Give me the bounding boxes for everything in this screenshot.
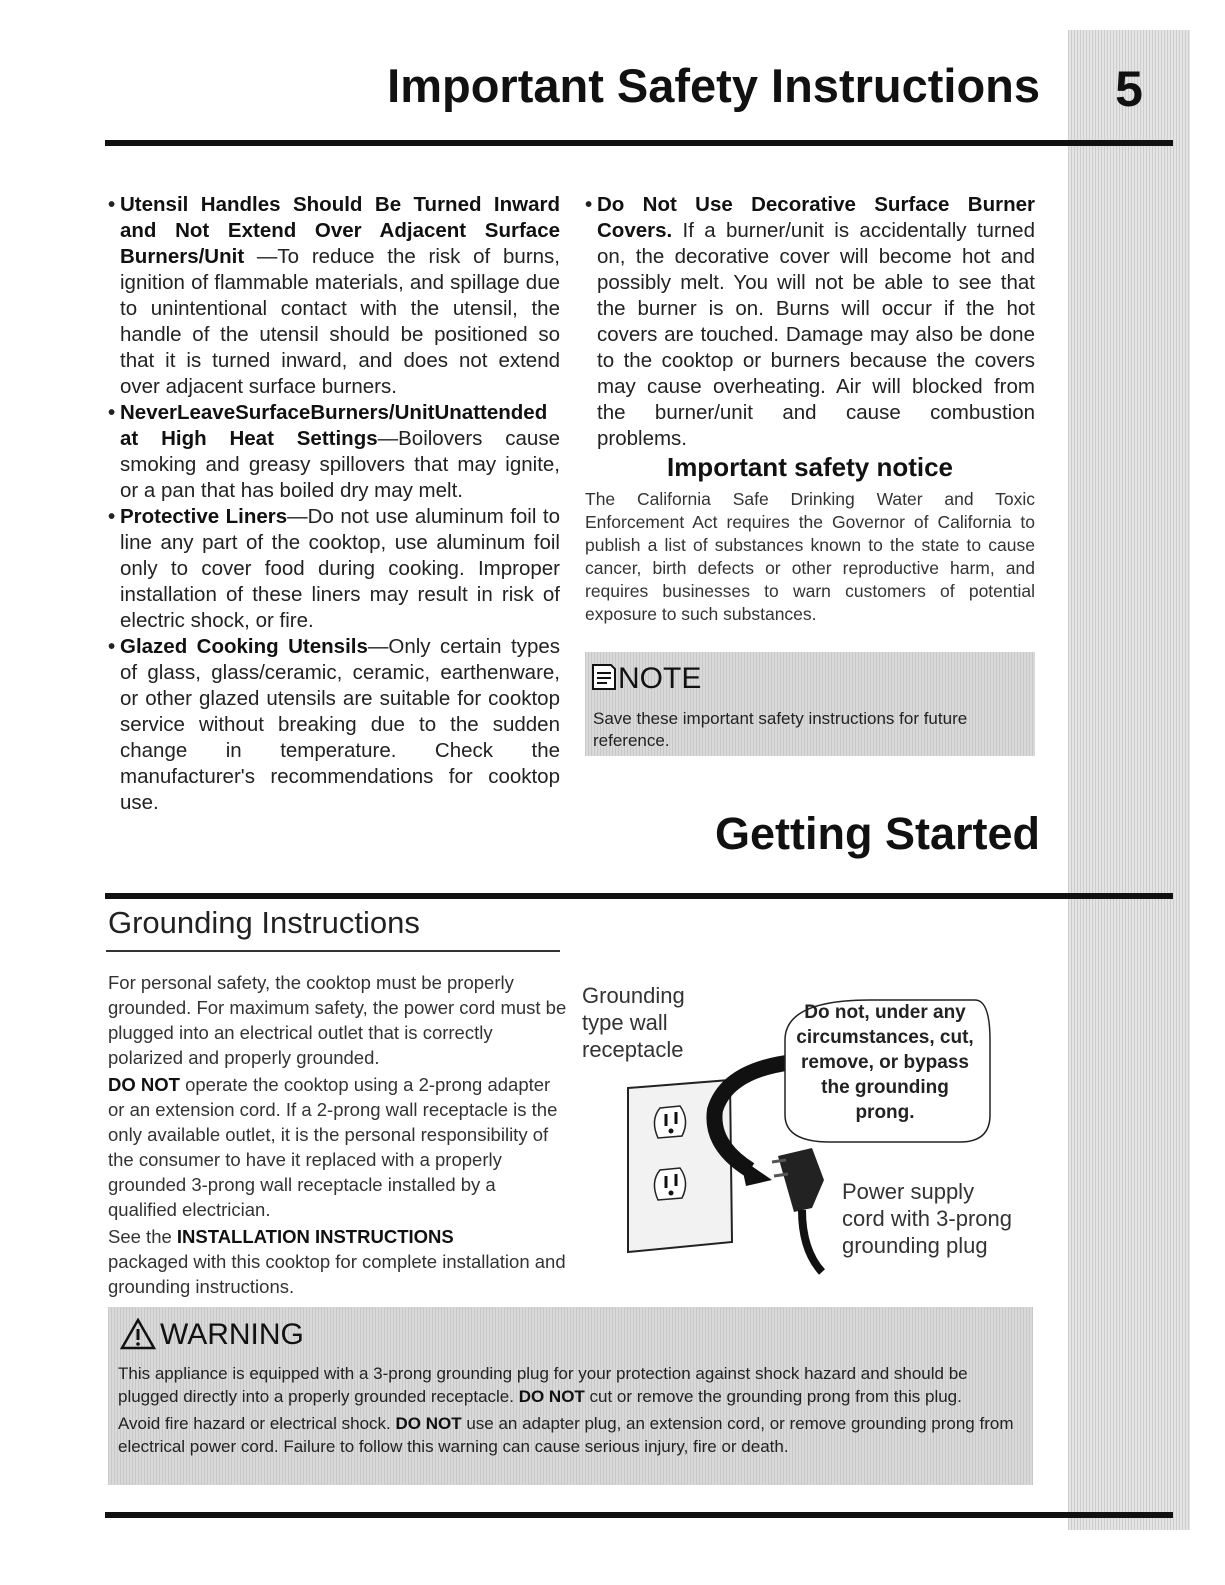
warning-triangle-icon	[120, 1318, 156, 1350]
item-title: Protective Liners	[120, 505, 288, 528]
bullet: •	[585, 193, 593, 216]
note-title: NOTE	[618, 662, 702, 695]
middle-rule	[105, 893, 1173, 899]
grounding-text	[108, 970, 568, 1301]
grounding-para-3-prefix: See the	[108, 1226, 177, 1247]
section-title-getting-started: Getting Started	[714, 808, 1040, 859]
notice-heading: Important safety notice	[666, 452, 954, 482]
list-item	[108, 400, 560, 504]
item-text: —Only certain types of glass, glass/ceramic, ceramic, earthenware, or other glazed utensils are suitable for cooktop service without breaking due to the sudden change in temperature. Check the manufacturer's recommendations for cooktop use.	[120, 635, 560, 814]
side-tab-stripe	[1068, 30, 1190, 1530]
list-item	[108, 634, 560, 816]
list-item	[585, 192, 1035, 452]
bullet: •	[108, 401, 116, 424]
grounding-title: Grounding Instructions	[108, 905, 420, 940]
item-title: Utensil Handles Should Be Turned Inward and Not Extend Over Adjacent Surface Burners/Unit	[120, 193, 560, 268]
left-column	[108, 192, 560, 816]
page-number: 5	[1115, 61, 1143, 117]
top-rule	[105, 140, 1173, 146]
grounding-para-1: For personal safety, the cooktop must be properly grounded. For maximum safety, the power cord must be plugged into an electrical outlet that is correctly polarized and properly grounded.	[108, 972, 567, 1068]
receptacle-label: Grounding type wall receptacle	[582, 983, 685, 1062]
bottom-rule	[105, 1512, 1173, 1518]
bullet: •	[108, 505, 116, 528]
page-title: Important Safety Instructions	[387, 59, 1040, 112]
grounding-para-2	[108, 1072, 568, 1222]
item-text: —To reduce the risk of burns, ignition of flammable materials, and spillage due to unintentional contact with the utensil, the handle of the utensil should be positioned so that it is turned inward, and does not extend over adjacent surface burners.	[120, 245, 560, 398]
note-icon	[590, 662, 618, 692]
grounding-callout: Do not, under any circumstances, cut, remove, or bypass the grounding prong.	[796, 1002, 974, 1123]
bullet: •	[108, 635, 116, 658]
list-item	[108, 504, 560, 634]
grounding-para-3-text: packaged with this cooktop for complete installation and grounding instructions.	[108, 1251, 566, 1297]
item-text: If a burner/unit is accidentally turned on, the decorative cover will become hot and possibly melt. You will not be able to see that the burner is on. Burns will occur if the hot covers are touched. Damage may also be done to the cooktop or burners because the covers may cause overheating. Air will blocked from the burner/unit and cause combustion problems.	[597, 219, 1035, 450]
list-item	[108, 192, 560, 400]
warning-para-2: Avoid fire hazard or electrical shock. DO NOT use an adapter plug, an extension cord, or remove grounding prong from electrical power cord. Failure to follow this warning can cause serious injury, fire or death.	[118, 1414, 1014, 1456]
item-text: —Boilovers cause smoking and greasy spillovers that may ignite, or a pan that has boiled dry may melt.	[120, 427, 560, 502]
right-column	[585, 192, 1035, 452]
item-title: NeverLeaveSurfaceBurners/UnitUnattended at High Heat Settings	[120, 401, 548, 450]
plug-label: Power supply cord with 3-prong grounding plug	[842, 1179, 1012, 1258]
grounding-para-3	[108, 1224, 568, 1299]
bullet: •	[108, 193, 116, 216]
note-text: Save these important safety instructions for future reference.	[593, 709, 968, 750]
installation-instructions-emphasis: INSTALLATION INSTRUCTIONS	[176, 1226, 454, 1247]
item-title: Do Not Use Decorative Surface Burner Covers.	[597, 193, 1035, 242]
item-title: Glazed Cooking Utensils	[120, 635, 368, 658]
item-text: —Do not use aluminum foil to line any part of the cooktop, use aluminum foil only to cover food during cooking. Improper installation of these liners may result in risk of electric shock, or fire.	[120, 505, 561, 632]
warning-text	[118, 1362, 1023, 1462]
do-not-emphasis: DO NOT	[108, 1074, 180, 1095]
notice-body: The California Safe Drinking Water and Toxic Enforcement Act requires the Governor of California to publish a list of substances known to the state to cause cancer, birth defects or other reproductive harm, and requires businesses to warn customers of potential exposure to such substances.	[585, 489, 1035, 624]
grounding-para-2-text: operate the cooktop using a 2-prong adapter or an extension cord. If a 2-prong wall receptacle is the only available outlet, it is the personal responsibility of the consumer to have it replaced with a properly grounded 3-prong wall receptacle installed by a qualified electrician.	[108, 1074, 558, 1220]
grounding-underline	[106, 950, 560, 952]
warning-para-1: This appliance is equipped with a 3-prong grounding plug for your protection against shock hazard and should be plugged directly into a properly grounded receptacle. DO NOT cut or remove the grounding prong from this plug.	[118, 1364, 968, 1406]
warning-title: WARNING	[160, 1318, 304, 1351]
